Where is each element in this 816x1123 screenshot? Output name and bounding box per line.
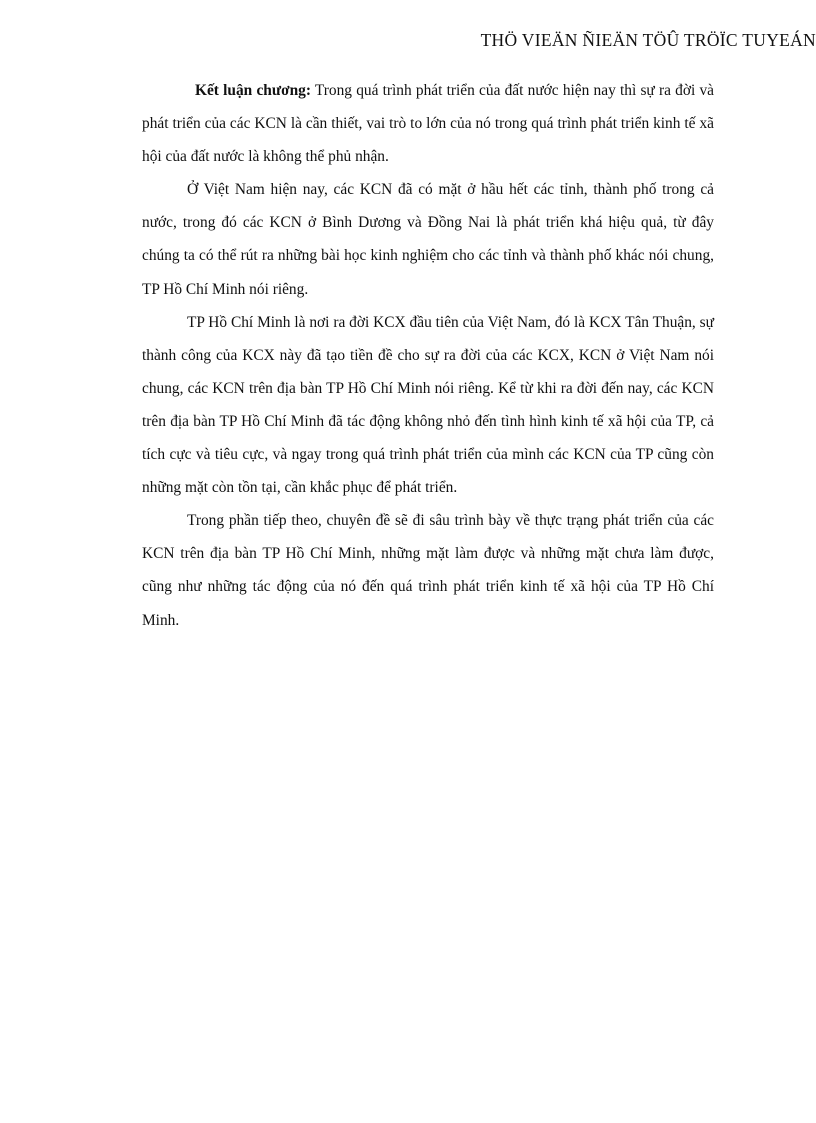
document-body bbox=[142, 74, 714, 637]
body-paragraph-vietnam-overview: Ở Việt Nam hiện nay, các KCN đã có mặt ở hầu hết các tỉnh, thành phố trong cả nước, trong đó các KCN ở Bình Dương và Đồng Nai là phát triển khá hiệu quả, từ đây chúng ta có thể rút ra những bài học kinh nghiệm cho các tỉnh và thành phố khác nói chung, TP Hồ Chí Minh nói riêng. bbox=[142, 181, 714, 298]
chapter-conclusion-paragraph bbox=[142, 74, 714, 173]
chapter-conclusion-label: Kết luận chương: bbox=[195, 82, 311, 99]
chapter-conclusion-text: Trong quá trình phát triển của đất nước hiện nay thì sự ra đời và phát triển của các KCN là cần thiết, vai trò to lớn của nó trong quá trình phát triển kinh tế xã hội của đất nước là không thể phủ nhận. bbox=[142, 82, 714, 166]
body-paragraph-hcmc-history: TP Hồ Chí Minh là nơi ra đời KCX đầu tiên của Việt Nam, đó là KCX Tân Thuận, sự thành công của KCX này đã tạo tiền đề cho sự ra đời của các KCX, KCN ở Việt Nam nói chung, các KCN trên địa bàn TP Hồ Chí Minh nói riêng. Kể từ khi ra đời đến nay, các KCN trên địa bàn TP Hồ Chí Minh đã tác động không nhỏ đến tình hình kinh tế xã hội của TP, cả tích cực và tiêu cực, và ngay trong quá trình phát triển của mình các KCN của TP cũng còn những mặt còn tồn tại, cần khắc phục để phát triển. bbox=[142, 313, 714, 497]
body-paragraph-next-section: Trong phần tiếp theo, chuyên đề sẽ đi sâu trình bày về thực trạng phát triển của các KCN trên địa bàn TP Hồ Chí Minh, những mặt làm được và những mặt chưa làm được, cũng như những tác động của nó đến quá trình phát triển kinh tế xã hội của TP Hồ Chí Minh. bbox=[142, 512, 714, 629]
running-header: THÖ VIEÄN ÑIEÄN TÖÛ TRÖÏC TUYEÁN bbox=[480, 30, 816, 50]
